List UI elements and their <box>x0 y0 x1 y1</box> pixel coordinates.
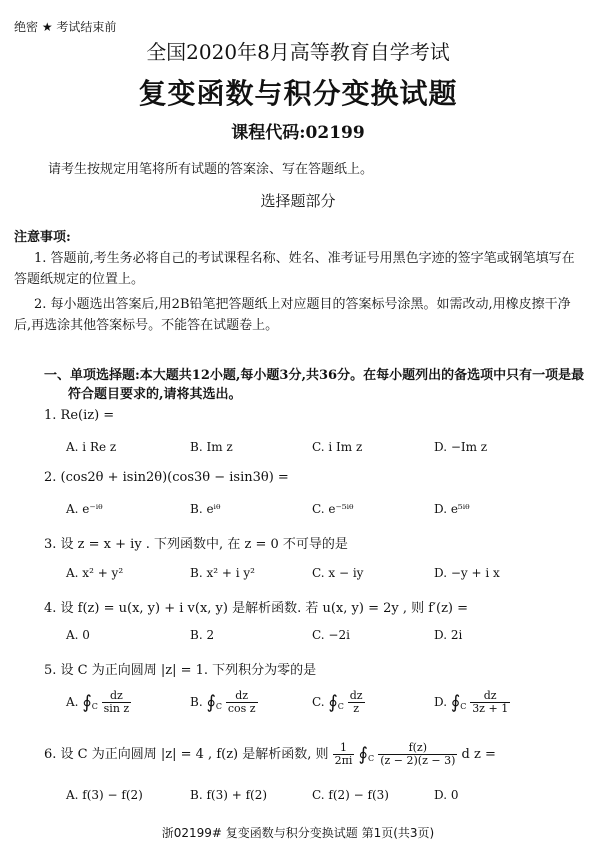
course-code: 课程代码:02199 <box>231 123 365 143</box>
option-label: B. <box>190 695 203 709</box>
question-5-option-d <box>434 690 510 715</box>
numerator: dz <box>349 689 363 702</box>
fraction <box>470 690 510 715</box>
contour-subscript: C <box>367 754 375 763</box>
question-5-option-b <box>190 690 258 715</box>
contour-integral-symbol: ∮ <box>450 692 461 713</box>
question-1-stem: 1. Re(iz) = <box>44 408 115 423</box>
question-2-stem: 2. (cos2θ + isin2θ)(cos3θ − isin3θ) = <box>44 470 289 485</box>
denominator: cos z <box>227 702 256 715</box>
question-4-option-d: D. 2i <box>434 628 463 642</box>
question-4-option-c: C. −2i <box>312 628 350 642</box>
denominator: 2πi <box>334 754 353 767</box>
secret-label: 绝密 ★ 考试结束前 <box>14 20 117 34</box>
page-footer: 浙02199# 复变函数与积分变换试题 第1页(共3页) <box>161 826 435 840</box>
question-4-option-a: A. 0 <box>66 628 90 642</box>
exam-title: 全国2020年8月高等教育自学考试 <box>146 40 450 64</box>
question-4-stem: 4. 设 f(z) = u(x, y) + i v(x, y) 是解析函数. 若 u(x, y) = 2y , 则 f′(z) = <box>44 601 469 616</box>
fraction <box>348 690 365 715</box>
question-2-option-a: A. e⁻ⁱᶿ <box>66 502 103 516</box>
subject-title: 复变函数与积分变换试题 <box>138 77 458 110</box>
contour-integral-symbol: ∮ <box>358 744 368 765</box>
notice-heading: 注意事项: <box>14 230 71 245</box>
contour-integral-symbol: ∮ <box>206 692 216 713</box>
contour-subscript: C <box>337 702 344 711</box>
fraction <box>226 690 258 715</box>
question-5-option-a <box>66 690 131 715</box>
question-3-option-a: A. x² + y² <box>66 566 124 580</box>
question-2-option-d: D. e⁵ⁱᶿ <box>434 502 470 516</box>
question-5-stem: 5. 设 C 为正向圆周 |z| = 1. 下列积分为零的是 <box>44 663 317 678</box>
contour-subscript: C <box>460 702 467 711</box>
option-label: D. <box>434 695 448 709</box>
section-heading: 一、单项选择题:本大题共12小题,每小题3分,共36分。在每小题列出的备选项中只有一项是最符合题目要求的,请将其选出。 <box>44 368 585 402</box>
part-title: 选择题部分 <box>260 192 336 210</box>
question-5-option-c <box>312 690 365 715</box>
option-label: C. <box>312 695 325 709</box>
numerator: 1 <box>333 742 355 755</box>
contour-subscript: C <box>215 702 222 711</box>
question-1-option-b: B. Im z <box>190 440 233 454</box>
question-6-option-a: A. f(3) − f(2) <box>66 788 143 802</box>
contour-integral-symbol: ∮ <box>82 692 92 713</box>
question-6-option-c: C. f(2) − f(3) <box>312 788 389 802</box>
notice-item-1: 1. 答题前,考生务必将自己的考试课程名称、姓名、准考证号用黑色字迹的签字笔或钢笔填写在答题纸规定的位置上。 <box>14 251 575 287</box>
question-6-stem <box>44 742 496 767</box>
fraction <box>102 690 132 715</box>
denominator: (z − 2)(z − 3) <box>380 754 456 767</box>
question-3-stem: 3. 设 z = x + iy . 下列函数中, 在 z = 0 不可导的是 <box>44 537 348 552</box>
numerator: dz <box>102 690 132 703</box>
question-3-option-c: C. x − iy <box>312 566 364 580</box>
differential: d z = <box>461 747 496 762</box>
numerator: dz <box>470 690 510 703</box>
denominator: z <box>353 702 360 715</box>
question-6-option-b: B. f(3) + f(2) <box>190 788 268 802</box>
question-6-option-d: D. 0 <box>434 788 459 802</box>
question-6-stem-prefix: 6. 设 C 为正向圆周 |z| = 4 , f(z) 是解析函数, 则 <box>44 747 329 762</box>
numerator: dz <box>226 690 258 703</box>
denominator: sin z <box>103 702 130 715</box>
question-1-option-c: C. i Im z <box>312 440 363 454</box>
notice-item-2: 2. 每小题选出答案后,用2B铅笔把答题纸上对应题目的答案标号涂黑。如需改动,用橡皮擦干净后,再选涂其他答案标号。不能答在试题卷上。 <box>14 297 571 333</box>
question-2-option-c: C. e⁻⁵ⁱᶿ <box>312 502 354 516</box>
denominator: 3z + 1 <box>472 702 509 715</box>
instruction: 请考生按规定用笔将所有试题的答案涂、写在答题纸上。 <box>48 162 374 177</box>
coefficient-fraction <box>333 742 355 767</box>
question-4-option-b: B. 2 <box>190 628 215 642</box>
question-1-option-a: A. i Re z <box>66 440 117 454</box>
contour-subscript: C <box>91 702 98 711</box>
question-2-option-b: B. eⁱᶿ <box>190 502 221 516</box>
numerator: f(z) <box>378 742 457 755</box>
option-label: A. <box>66 695 79 709</box>
integrand-fraction <box>378 742 457 767</box>
question-1-option-d: D. −Im z <box>434 440 488 454</box>
question-3-option-b: B. x² + i y² <box>190 566 255 580</box>
contour-integral-symbol: ∮ <box>328 692 338 713</box>
question-3-option-d: D. −y + i x <box>434 566 500 580</box>
